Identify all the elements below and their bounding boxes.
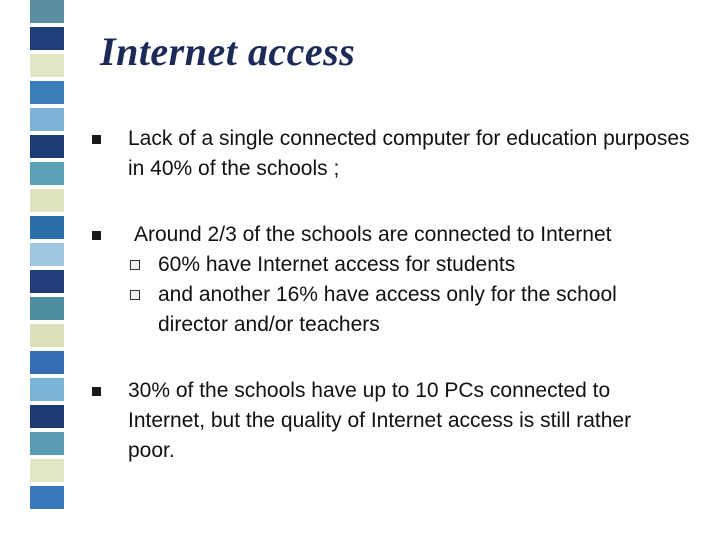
square-bullet-icon (92, 387, 101, 396)
sub-bullet-item-2 (148, 280, 688, 340)
bullet-text: Around 2/3 of the schools are connected to Internet (134, 223, 612, 246)
sub-bullet-item-1 (148, 250, 702, 280)
stripe-block (30, 162, 64, 185)
stripe-block (30, 297, 64, 320)
stripe-block (30, 486, 64, 509)
bullet-text: Lack of a single connected computer for education purposes in 40% of the schools ; (128, 127, 690, 180)
stripe-block (30, 459, 64, 482)
small-square-bullet-icon (130, 290, 140, 300)
stripe-block (30, 108, 64, 131)
stripe-block (30, 270, 64, 293)
decorative-stripe (0, 0, 66, 540)
stripe-block (30, 216, 64, 239)
bullet-item-1 (92, 124, 702, 184)
stripe-block (30, 432, 64, 455)
slide-title: Internet access (100, 29, 356, 74)
stripe-block (30, 54, 64, 77)
bullet-list (92, 124, 702, 466)
bullet-text: 30% of the schools have up to 10 PCs connected to Internet, but the quality of Internet access is still rather poor. (128, 379, 632, 462)
stripe-block (30, 243, 64, 266)
stripe-block (30, 351, 64, 374)
stripe-block (30, 324, 64, 347)
bullet-item-2 (92, 220, 702, 250)
stripe-block (30, 378, 64, 401)
stripe-block (30, 27, 64, 50)
sub-bullet-text: 60% have Internet access for students (158, 253, 516, 276)
bullet-item-3 (92, 376, 672, 466)
square-bullet-icon (92, 231, 101, 240)
square-bullet-icon (92, 135, 101, 144)
stripe-block (30, 405, 64, 428)
stripe-block (30, 0, 64, 23)
stripe-block (30, 135, 64, 158)
stripe-block (30, 189, 64, 212)
sub-bullet-text: and another 16% have access only for the school director and/or teachers (158, 283, 617, 336)
stripe-block (30, 81, 64, 104)
small-square-bullet-icon (130, 260, 140, 270)
